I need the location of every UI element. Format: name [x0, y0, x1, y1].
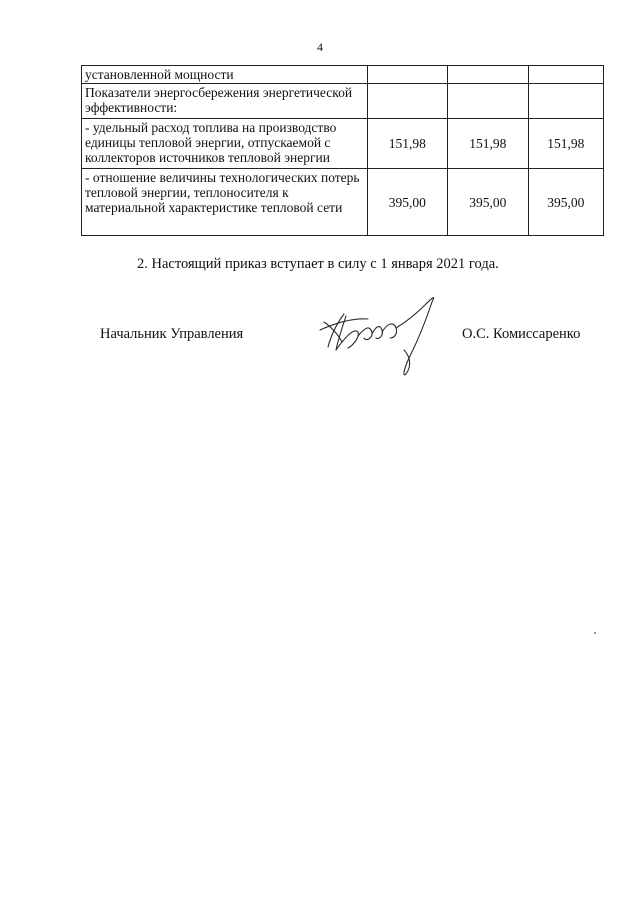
table-row: [82, 84, 604, 119]
row-value: 151,98: [448, 119, 528, 169]
row-value: 151,98: [367, 119, 447, 169]
row-label: Показатели энергосбережения энергетической эффективности:: [82, 84, 368, 119]
row-value: 395,00: [528, 169, 603, 236]
indicators-table: [81, 65, 604, 236]
table-row: [82, 119, 604, 169]
page-number: 4: [317, 40, 323, 54]
signer-position: Начальник Управления: [100, 326, 244, 342]
row-value: [367, 66, 447, 84]
row-label: - отношение величины технологических потерь тепловой энергии, теплоносителя к материальной характеристике тепловой сети: [82, 169, 368, 236]
row-value: [448, 66, 528, 84]
table-row: [82, 169, 604, 236]
row-value: 395,00: [448, 169, 528, 236]
order-effective-paragraph: 2. Настоящий приказ вступает в силу с 1 января 2021 года.: [137, 256, 499, 272]
row-value: [367, 84, 447, 119]
signer-name: О.С. Комиссаренко: [462, 326, 581, 342]
row-label: установленной мощности: [82, 66, 368, 84]
row-value: [528, 84, 603, 119]
row-label: - удельный расход топлива на производство единицы тепловой энергии, отпускаемой с коллекторов источников тепловой энергии: [82, 119, 368, 169]
row-value: [528, 66, 603, 84]
handwritten-signature: [318, 292, 458, 382]
scan-speck: [594, 632, 596, 634]
table-row: [82, 66, 604, 84]
row-value: 395,00: [367, 169, 447, 236]
row-value: 151,98: [528, 119, 603, 169]
row-value: [448, 84, 528, 119]
